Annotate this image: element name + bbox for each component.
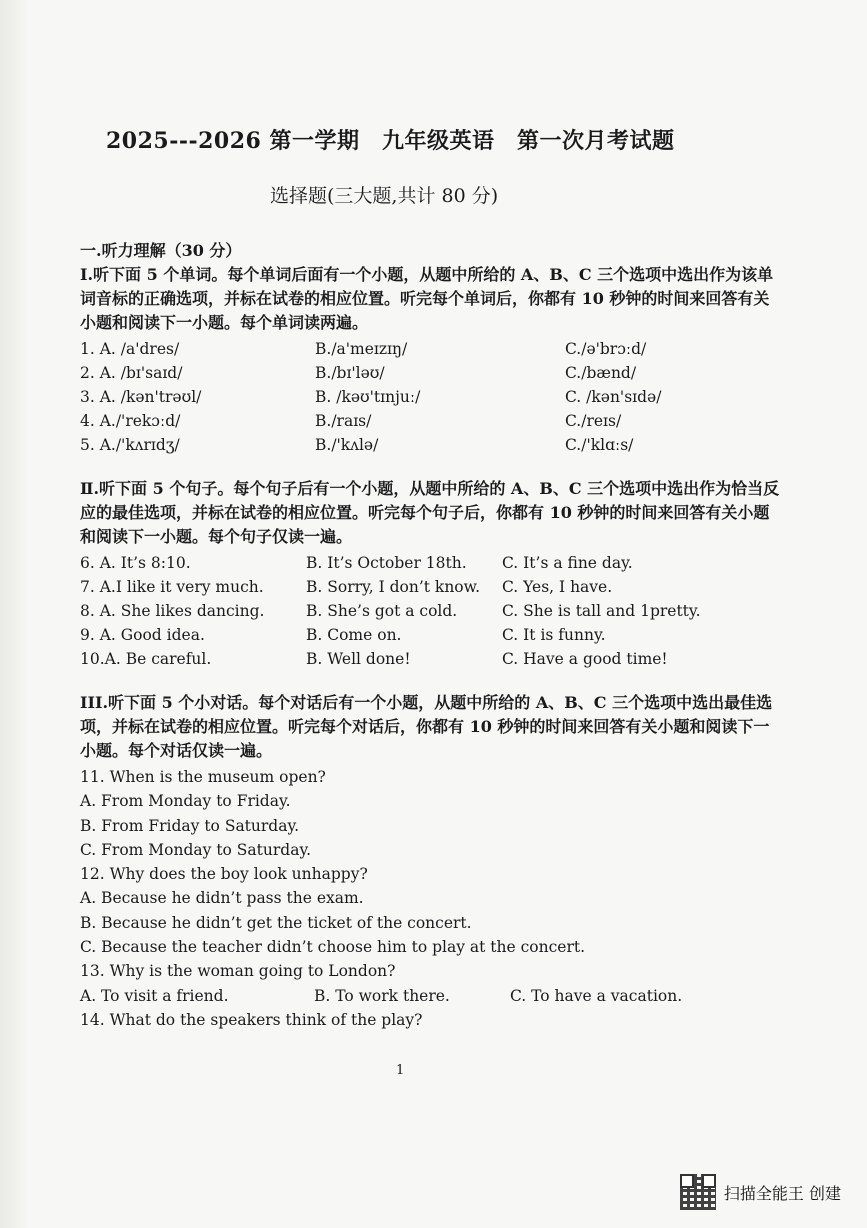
question-stem: 12. Why does the boy look unhappy?	[80, 865, 368, 884]
option-a: A. Because he didn’t pass the exam.	[80, 889, 364, 908]
option-c: C. Because the teacher didn’t choose him to play at the concert.	[80, 938, 586, 957]
option-c: C./reɪs/	[565, 412, 622, 430]
exam-subtitle: 选择题(三大题,共计 80 分)	[270, 185, 499, 207]
question-row	[80, 337, 780, 361]
option-b: B. Sorry, I don’t know.	[306, 578, 480, 596]
option-b: B./bɪ'ləʊ/	[315, 364, 385, 382]
option-c: C. Yes, I have.	[502, 578, 613, 596]
option-c: C. To have a vacation.	[510, 986, 683, 1005]
option-b: B. She’s got a cold.	[306, 602, 458, 620]
question-row	[80, 551, 780, 575]
option-b: B. /kəʊ'tɪnjuː/	[315, 388, 421, 406]
part3-questions	[80, 765, 780, 1032]
option-c: C. From Monday to Saturday.	[80, 840, 312, 859]
option-c: C./'klɑːs/	[565, 436, 634, 454]
part1-instruction: Ⅰ.听下面 5 个单词。每个单词后面有一个小题，从题中所给的 A、B、C 三个选项中选出作为该单词音标的正确选项，并标在试卷的相应位置。听完每个单词后，你都有 10 秒钟的时间来回答有关小题和阅读下一小题。每个单词读两遍。	[80, 265, 774, 332]
option-c: C. It’s a fine day.	[502, 554, 633, 572]
option-a: 4. A./'rekɔːd/	[80, 412, 181, 430]
question-row	[80, 984, 780, 1008]
question-row	[80, 409, 780, 433]
question-row	[80, 433, 780, 457]
exam-title: 2025---2026 第一学期 九年级英语 第一次月考试题	[106, 128, 675, 154]
option-a: 7. A.I like it very much.	[80, 578, 264, 596]
part1-questions	[80, 337, 780, 457]
watermark-text: 扫描全能王 创建	[723, 1183, 841, 1203]
option-c: C./bænd/	[565, 364, 637, 382]
option-b: B. It’s October 18th.	[306, 554, 467, 572]
option-c: C. She is tall and 1pretty.	[502, 602, 701, 620]
question-row	[80, 623, 780, 647]
option-b: B./raɪs/	[315, 412, 372, 430]
option-b: B./'kʌlə/	[315, 436, 379, 454]
option-a: 5. A./'kʌrɪdʒ/	[80, 436, 180, 454]
option-b: B./a'meɪzɪŋ/	[315, 340, 408, 358]
question-stem: 14. What do the speakers think of the play?	[80, 1010, 423, 1029]
question-row	[80, 599, 780, 623]
exam-content	[80, 124, 780, 1032]
question-stem: 11. When is the museum open?	[80, 768, 326, 786]
scanner-watermark	[680, 1174, 841, 1210]
part2-questions	[80, 551, 780, 671]
option-b: B. Because he didn’t get the ticket of the concert.	[80, 913, 472, 932]
option-a: 6. A. It’s 8:10.	[80, 554, 191, 572]
scan-shadow	[0, 0, 30, 1228]
option-a: 10.A. Be careful.	[80, 650, 212, 668]
page-number: 1	[396, 1063, 405, 1078]
question-stem: 13. Why is the woman going to London?	[80, 962, 396, 981]
option-b: B. Come on.	[306, 626, 402, 644]
option-a: 9. A. Good idea.	[80, 626, 205, 644]
option-b: B. To work there.	[314, 986, 450, 1005]
option-c: C./ə'brɔːd/	[565, 340, 647, 358]
option-a: 3. A. /kən'trəʊl/	[80, 388, 202, 406]
qr-code-icon	[680, 1174, 716, 1210]
option-b: B. From Friday to Saturday.	[80, 816, 300, 835]
section-heading: 一.听力理解（30 分）	[80, 241, 242, 260]
question-row	[80, 361, 780, 385]
option-c: C. Have a good time!	[502, 650, 668, 668]
part3-instruction: III.听下面 5 个小对话。每个对话后有一个小题，从题中所给的 A、B、C 三个选项中选出最佳选项，并标在试卷的相应位置。听完每个对话后，你都有 10 秒钟的时间来回答有关小题和阅读下一小题。每个对话仅读一遍。	[80, 693, 773, 760]
question-row	[80, 575, 780, 599]
option-a: 2. A. /bɪ'saɪd/	[80, 364, 183, 382]
question-row	[80, 385, 780, 409]
option-c: C. It is funny.	[502, 626, 606, 644]
question-row	[80, 647, 780, 671]
option-b: B. Well done!	[306, 650, 411, 668]
option-a: 8. A. She likes dancing.	[80, 602, 265, 620]
part2-instruction: Ⅱ.听下面 5 个句子。每个句子后有一个小题，从题中所给的 A、B、C 三个选项中选出作为恰当反应的最佳选项，并标在试卷的相应位置。听完每个句子后，你都有 10 秒钟的时间来回答有关小题和阅读下一小题。每个句子仅读一遍。	[80, 479, 780, 546]
option-a: A. To visit a friend.	[80, 986, 229, 1005]
option-a: A. From Monday to Friday.	[80, 792, 291, 811]
option-c: C. /kən'sɪdə/	[565, 388, 662, 406]
option-a: 1. A. /a'dres/	[80, 340, 180, 358]
